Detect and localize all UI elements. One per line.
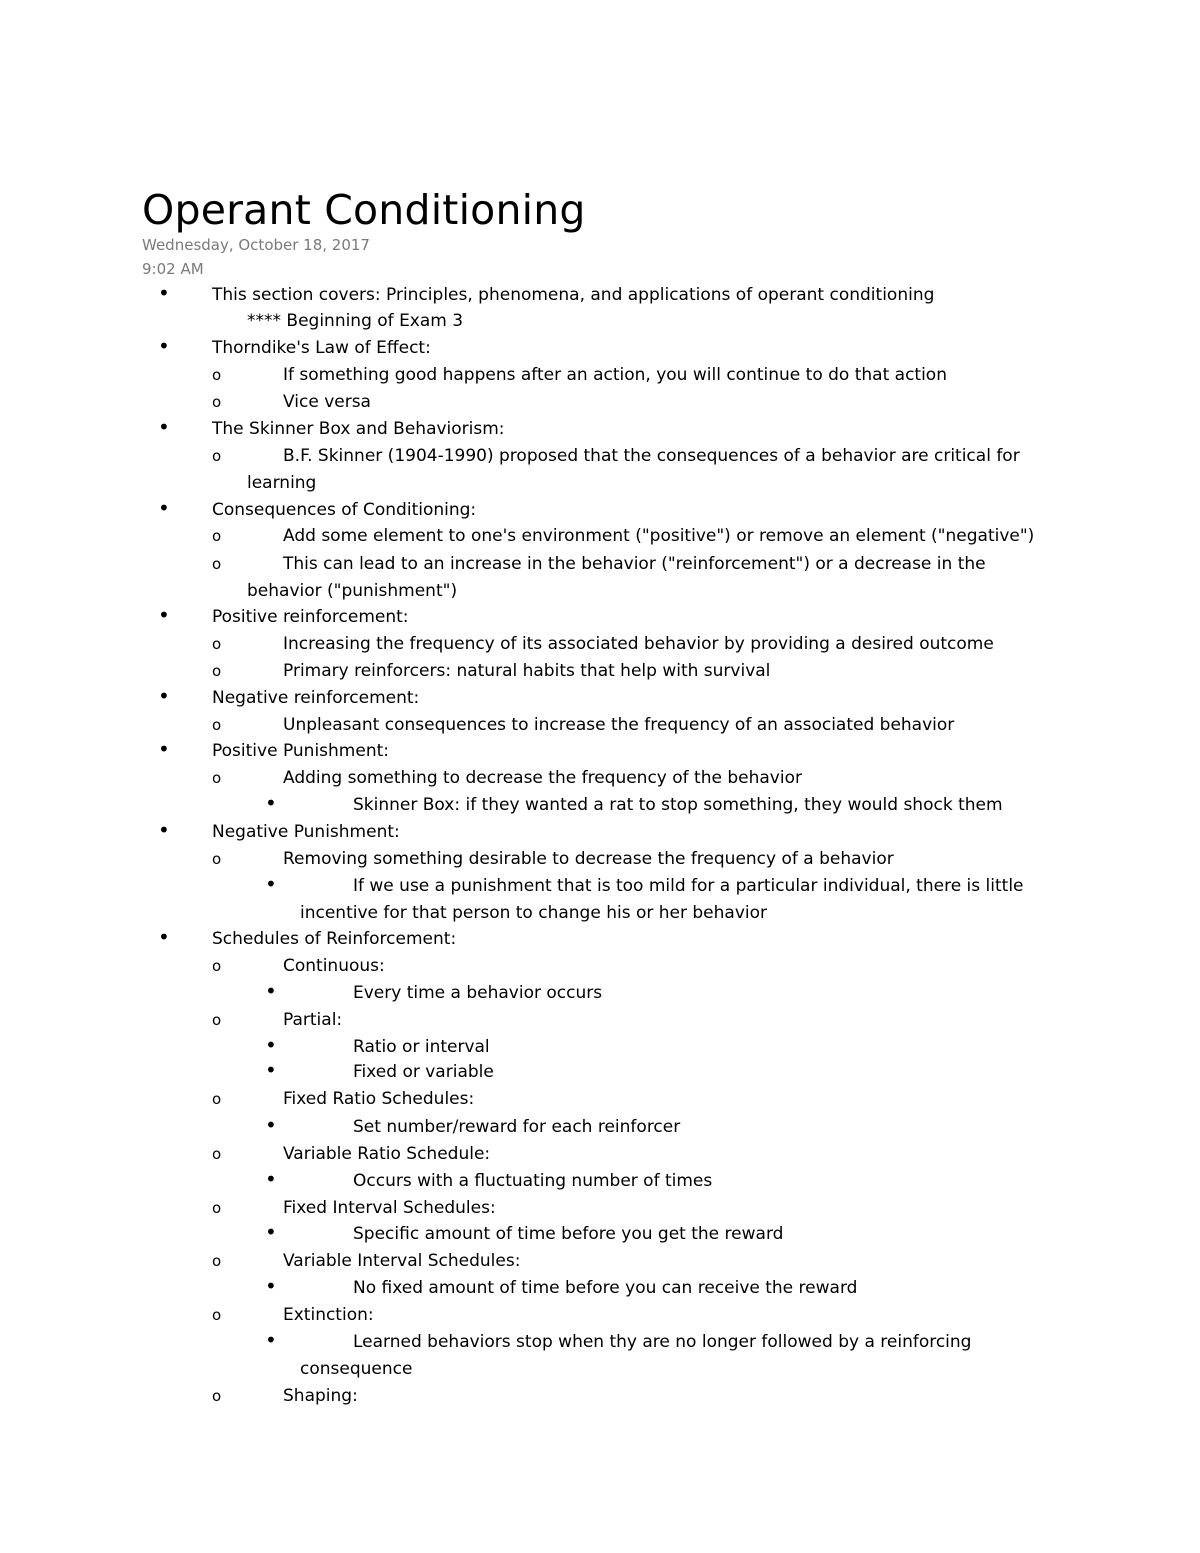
- list-item: [0, 685, 1200, 711]
- list-item-text: Fixed Interval Schedules:: [283, 1198, 496, 1218]
- list-item-text: If we use a punishment that is too mild for a particular individual, there is little: [353, 876, 1024, 896]
- list-item: [0, 1141, 1200, 1167]
- list-item-text: The Skinner Box and Behaviorism:: [212, 419, 505, 439]
- circle-bullet-icon: o: [212, 1145, 222, 1163]
- list-item: [0, 523, 1200, 549]
- list-item: [0, 1356, 1200, 1382]
- disc-bullet-icon: •: [158, 334, 170, 358]
- list-item-text: Unpleasant consequences to increase the frequency of an associated behavior: [283, 715, 955, 735]
- disc-bullet-icon: •: [158, 496, 170, 520]
- list-item: [0, 1168, 1200, 1194]
- list-item-text: Positive reinforcement:: [212, 607, 409, 627]
- disc-bullet-icon: •: [265, 1058, 277, 1082]
- list-item-text: Occurs with a fluctuating number of times: [353, 1171, 713, 1191]
- list-item: [0, 873, 1200, 899]
- list-item-text: Removing something desirable to decrease the frequency of a behavior: [283, 849, 894, 869]
- list-item: [0, 1114, 1200, 1140]
- list-item-text: Negative Punishment:: [212, 822, 400, 842]
- disc-bullet-icon: •: [265, 1220, 277, 1244]
- list-item-text: Variable Ratio Schedule:: [283, 1144, 491, 1164]
- note-date: Wednesday, October 18, 2017: [142, 236, 370, 254]
- disc-bullet-icon: •: [158, 737, 170, 761]
- list-item-text: Specific amount of time before you get the reward: [353, 1224, 784, 1244]
- circle-bullet-icon: o: [212, 1387, 222, 1405]
- list-item-text: incentive for that person to change his or her behavior: [300, 903, 768, 923]
- list-item-text: Skinner Box: if they wanted a rat to stop something, they would shock them: [353, 795, 1003, 815]
- disc-bullet-icon: •: [158, 818, 170, 842]
- list-item: [0, 1383, 1200, 1409]
- disc-bullet-icon: •: [158, 684, 170, 708]
- list-item: [0, 443, 1200, 469]
- page-title: Operant Conditioning: [142, 186, 586, 234]
- list-item-text: consequence: [300, 1359, 413, 1379]
- list-item-text: No fixed amount of time before you can receive the reward: [353, 1278, 858, 1298]
- list-item-text: Thorndike's Law of Effect:: [212, 338, 431, 358]
- disc-bullet-icon: •: [265, 791, 277, 815]
- list-item-text: Learned behaviors stop when thy are no longer followed by a reinforcing: [353, 1332, 972, 1352]
- list-item: [0, 1329, 1200, 1355]
- list-item: [0, 900, 1200, 926]
- disc-bullet-icon: •: [158, 603, 170, 627]
- list-item: [0, 980, 1200, 1006]
- list-item: [0, 926, 1200, 952]
- disc-bullet-icon: •: [158, 925, 170, 949]
- list-item-text: This can lead to an increase in the behavior ("reinforcement") or a decrease in the: [283, 554, 986, 574]
- list-item: [0, 953, 1200, 979]
- list-item: [0, 282, 1200, 308]
- list-item-text: If something good happens after an action, you will continue to do that action: [283, 365, 947, 385]
- list-item: [0, 738, 1200, 764]
- list-item: [0, 604, 1200, 630]
- list-item-text: Fixed or variable: [353, 1062, 494, 1082]
- list-item: [0, 470, 1200, 496]
- list-item-text: Shaping:: [283, 1386, 358, 1406]
- disc-bullet-icon: •: [265, 1274, 277, 1298]
- list-item-text: Vice versa: [283, 392, 371, 412]
- circle-bullet-icon: o: [212, 527, 222, 545]
- list-item-text: Adding something to decrease the frequency of the behavior: [283, 768, 802, 788]
- list-item: [0, 658, 1200, 684]
- disc-bullet-icon: •: [265, 872, 277, 896]
- list-item-text: Extinction:: [283, 1305, 374, 1325]
- circle-bullet-icon: o: [212, 957, 222, 975]
- list-item-text: Continuous:: [283, 956, 385, 976]
- list-item-text: learning: [247, 473, 317, 493]
- circle-bullet-icon: o: [212, 1252, 222, 1270]
- circle-bullet-icon: o: [212, 716, 222, 734]
- circle-bullet-icon: o: [212, 850, 222, 868]
- list-item: [0, 1302, 1200, 1328]
- list-item: [0, 1275, 1200, 1301]
- list-item: [0, 497, 1200, 523]
- list-item: [0, 1059, 1200, 1085]
- list-item: [0, 1034, 1200, 1060]
- disc-bullet-icon: •: [265, 1328, 277, 1352]
- disc-bullet-icon: •: [158, 281, 170, 305]
- list-item: [0, 335, 1200, 361]
- circle-bullet-icon: o: [212, 393, 222, 411]
- circle-bullet-icon: o: [212, 1306, 222, 1324]
- list-item-text: behavior ("punishment"): [247, 581, 458, 601]
- list-item: [0, 551, 1200, 577]
- list-item-text: Negative reinforcement:: [212, 688, 420, 708]
- list-item: [0, 819, 1200, 845]
- circle-bullet-icon: o: [212, 769, 222, 787]
- list-item: [0, 416, 1200, 442]
- list-item-text: Partial:: [283, 1010, 343, 1030]
- list-item-text: Ratio or interval: [353, 1037, 490, 1057]
- list-item: [0, 712, 1200, 738]
- list-item: [0, 846, 1200, 872]
- list-item-text: Add some element to one's environment ("positive") or remove an element ("negative"): [283, 526, 1035, 546]
- disc-bullet-icon: •: [265, 1113, 277, 1137]
- list-item: [0, 1248, 1200, 1274]
- circle-bullet-icon: o: [212, 1090, 222, 1108]
- list-item-text: B.F. Skinner (1904-1990) proposed that the consequences of a behavior are critical for: [283, 446, 1020, 466]
- circle-bullet-icon: o: [212, 366, 222, 384]
- list-item: [0, 1007, 1200, 1033]
- disc-bullet-icon: •: [265, 979, 277, 1003]
- list-item: [0, 578, 1200, 604]
- disc-bullet-icon: •: [265, 1167, 277, 1191]
- list-item-text: Fixed Ratio Schedules:: [283, 1089, 475, 1109]
- list-item: [0, 1195, 1200, 1221]
- circle-bullet-icon: o: [212, 662, 222, 680]
- circle-bullet-icon: o: [212, 555, 222, 573]
- list-item-text: Set number/reward for each reinforcer: [353, 1117, 681, 1137]
- list-item: [0, 1086, 1200, 1112]
- disc-bullet-icon: •: [265, 1033, 277, 1057]
- circle-bullet-icon: o: [212, 1011, 222, 1029]
- list-item: [0, 765, 1200, 791]
- list-item: [0, 631, 1200, 657]
- list-item-text: Positive Punishment:: [212, 741, 389, 761]
- list-item: [0, 792, 1200, 818]
- list-item-text: **** Beginning of Exam 3: [247, 311, 464, 331]
- list-item-text: Primary reinforcers: natural habits that help with survival: [283, 661, 771, 681]
- list-item: [0, 362, 1200, 388]
- circle-bullet-icon: o: [212, 1199, 222, 1217]
- disc-bullet-icon: •: [158, 415, 170, 439]
- note-time: 9:02 AM: [142, 260, 204, 278]
- list-item-text: Variable Interval Schedules:: [283, 1251, 521, 1271]
- list-item-text: Increasing the frequency of its associated behavior by providing a desired outcome: [283, 634, 994, 654]
- list-item-text: Schedules of Reinforcement:: [212, 929, 457, 949]
- circle-bullet-icon: o: [212, 635, 222, 653]
- list-item-text: Consequences of Conditioning:: [212, 500, 477, 520]
- list-item-text: This section covers: Principles, phenomena, and applications of operant conditioning: [212, 285, 935, 305]
- list-item: [0, 308, 1200, 334]
- list-item: [0, 1221, 1200, 1247]
- list-item: [0, 389, 1200, 415]
- circle-bullet-icon: o: [212, 447, 222, 465]
- list-item-text: Every time a behavior occurs: [353, 983, 603, 1003]
